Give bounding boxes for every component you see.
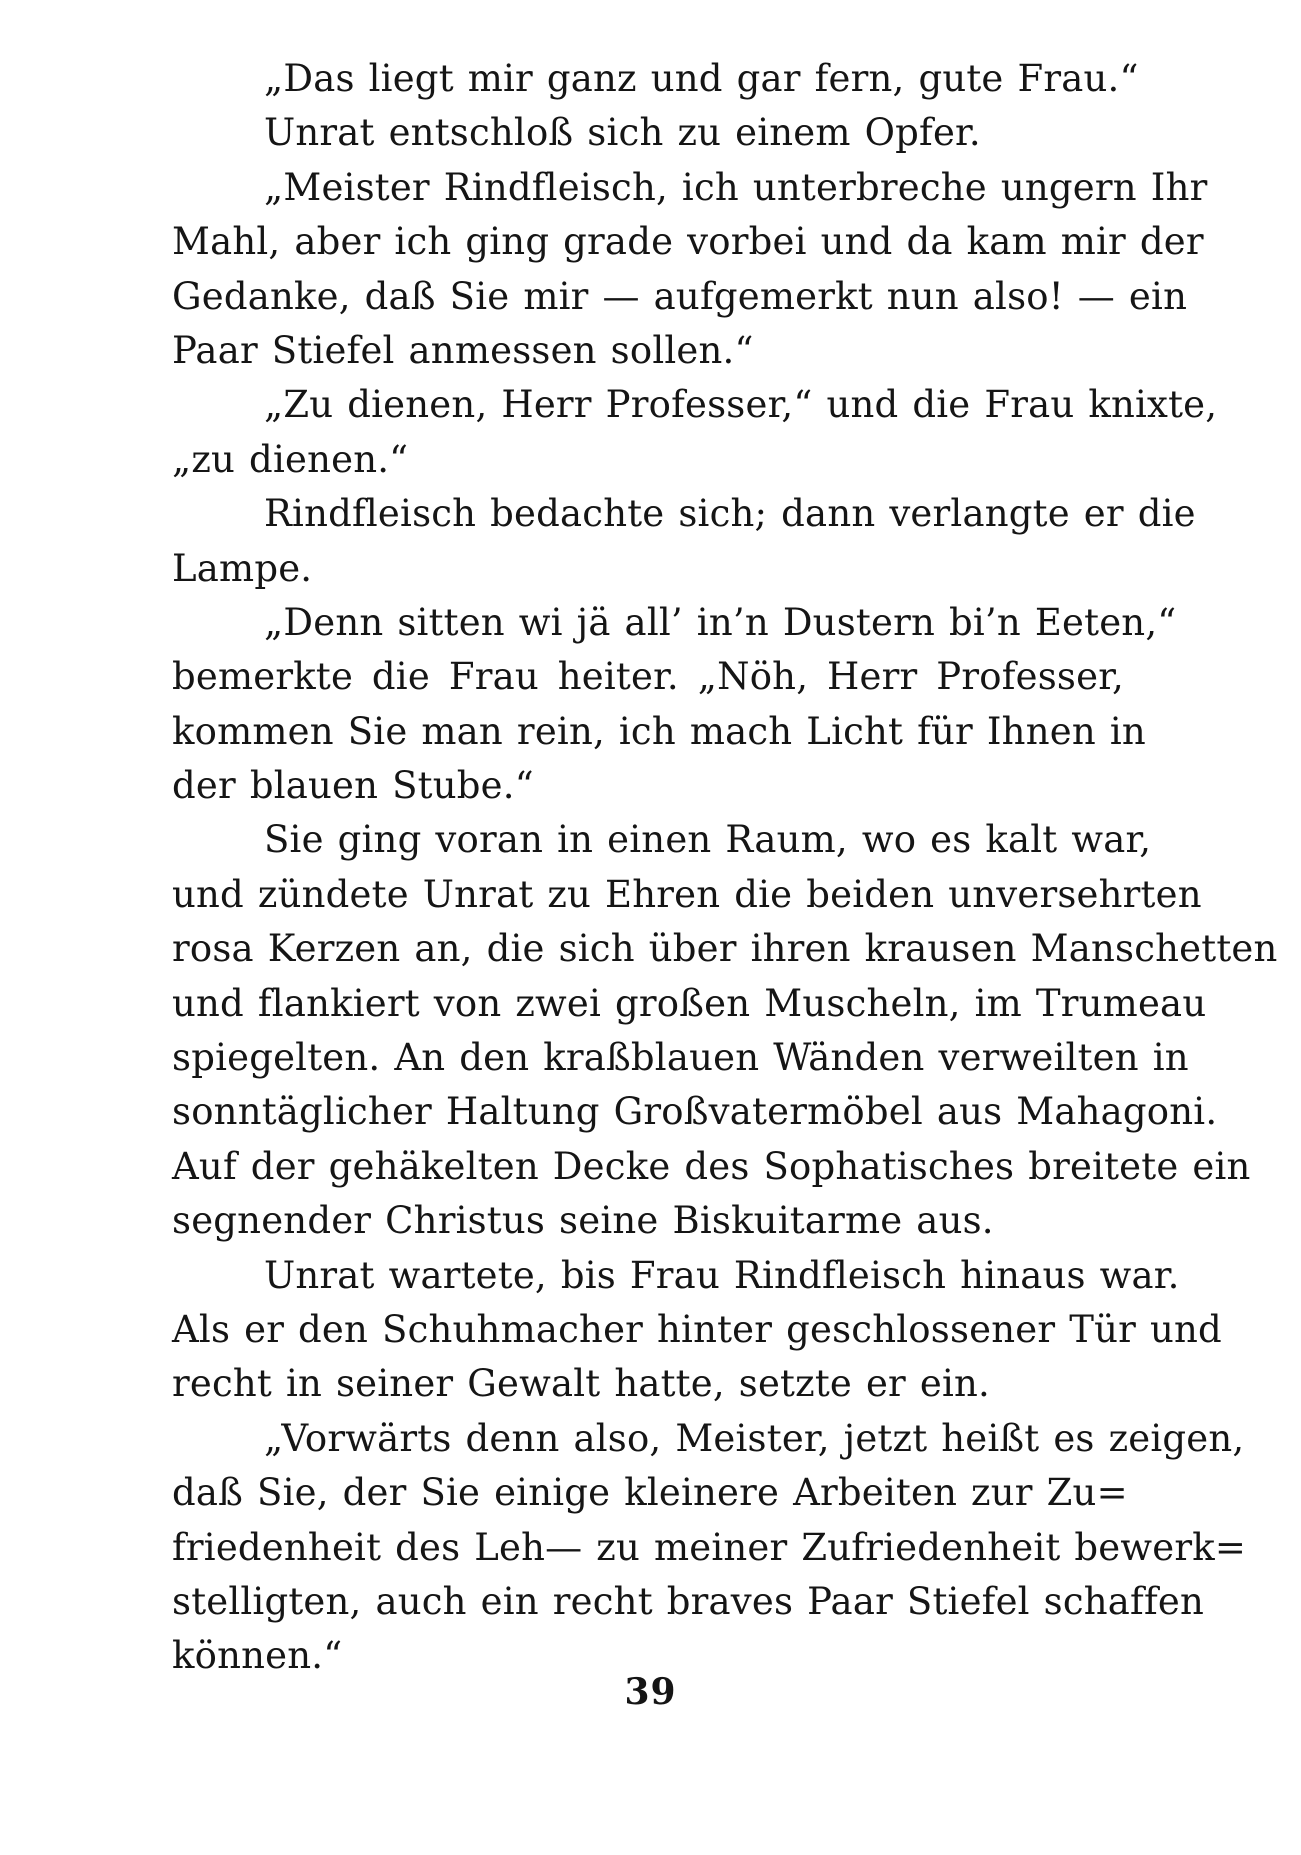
text-line: bemerkte die Frau heiter. „Nöh, Herr Professer,	[172, 655, 1124, 699]
text-line: segnender Christus seine Biskuitarme aus.	[172, 1199, 994, 1243]
text-line: „Vorwärts denn also, Meister, jetzt heißt es zeigen,	[264, 1416, 1245, 1460]
text-line: Auf der gehäkelten Decke des Sophatisches breitete ein	[172, 1144, 1251, 1188]
text-line: können.“	[172, 1634, 343, 1678]
page-number: 39	[624, 1671, 677, 1713]
text-line: Als er den Schuhmacher hinter geschlossener Tür und	[172, 1307, 1222, 1351]
text-line: „Das liegt mir ganz und gar fern, gute Frau.“	[264, 57, 1139, 100]
body-text	[172, 52, 1278, 1684]
text-line: friedenheit des Leh— zu meiner Zufriedenheit bewerk=	[172, 1525, 1247, 1569]
text-line: Gedanke, daß Sie mir — aufgemerkt nun also! — ein	[172, 274, 1188, 318]
text-line: sonntäglicher Haltung Großvatermöbel aus Mahagoni.	[172, 1090, 1218, 1134]
text-line: Unrat wartete, bis Frau Rindfleisch hinaus war.	[264, 1253, 1180, 1297]
text-line: „Meister Rindfleisch, ich unterbreche ungern Ihr	[264, 165, 1208, 209]
text-line: Paar Stiefel anmessen sollen.“	[172, 328, 754, 372]
text-line: rosa Kerzen an, die sich über ihren krausen Manschetten	[172, 927, 1278, 971]
text-line: „zu dienen.“	[172, 437, 409, 481]
text-line: Rindfleisch bedachte sich; dann verlangte er die	[264, 492, 1196, 536]
text-line: Mahl, aber ich ging grade vorbei und da kam mir der	[172, 220, 1204, 264]
text-line: Unrat entschloß sich zu einem Opfer.	[264, 111, 981, 155]
text-line: Lampe.	[172, 546, 313, 590]
text-line: und zündete Unrat zu Ehren die beiden unversehrten	[172, 872, 1202, 916]
text-line: spiegelten. An den kraßblauen Wänden verweilten in	[172, 1036, 1189, 1080]
text-line: Sie ging voran in einen Raum, wo es kalt war,	[264, 818, 1152, 862]
text-line: und flankiert von zwei großen Muscheln, im Trumeau	[172, 981, 1207, 1025]
text-line: „Zu dienen, Herr Professer,“ und die Frau knixte,	[264, 383, 1218, 427]
text-line: kommen Sie man rein, ich mach Licht für Ihnen in	[172, 709, 1146, 753]
text-line: recht in seiner Gewalt hatte, setzte er ein.	[172, 1362, 991, 1406]
text-line: der blauen Stube.“	[172, 764, 534, 808]
text-line: „Denn sitten wi jä all’ in’n Dustern bi’n Eeten,“	[264, 600, 1177, 644]
text-line: stelligten, auch ein recht braves Paar Stiefel schaffen	[172, 1579, 1204, 1623]
text-line: daß Sie, der Sie einige kleinere Arbeiten zur Zu=	[172, 1471, 1128, 1515]
